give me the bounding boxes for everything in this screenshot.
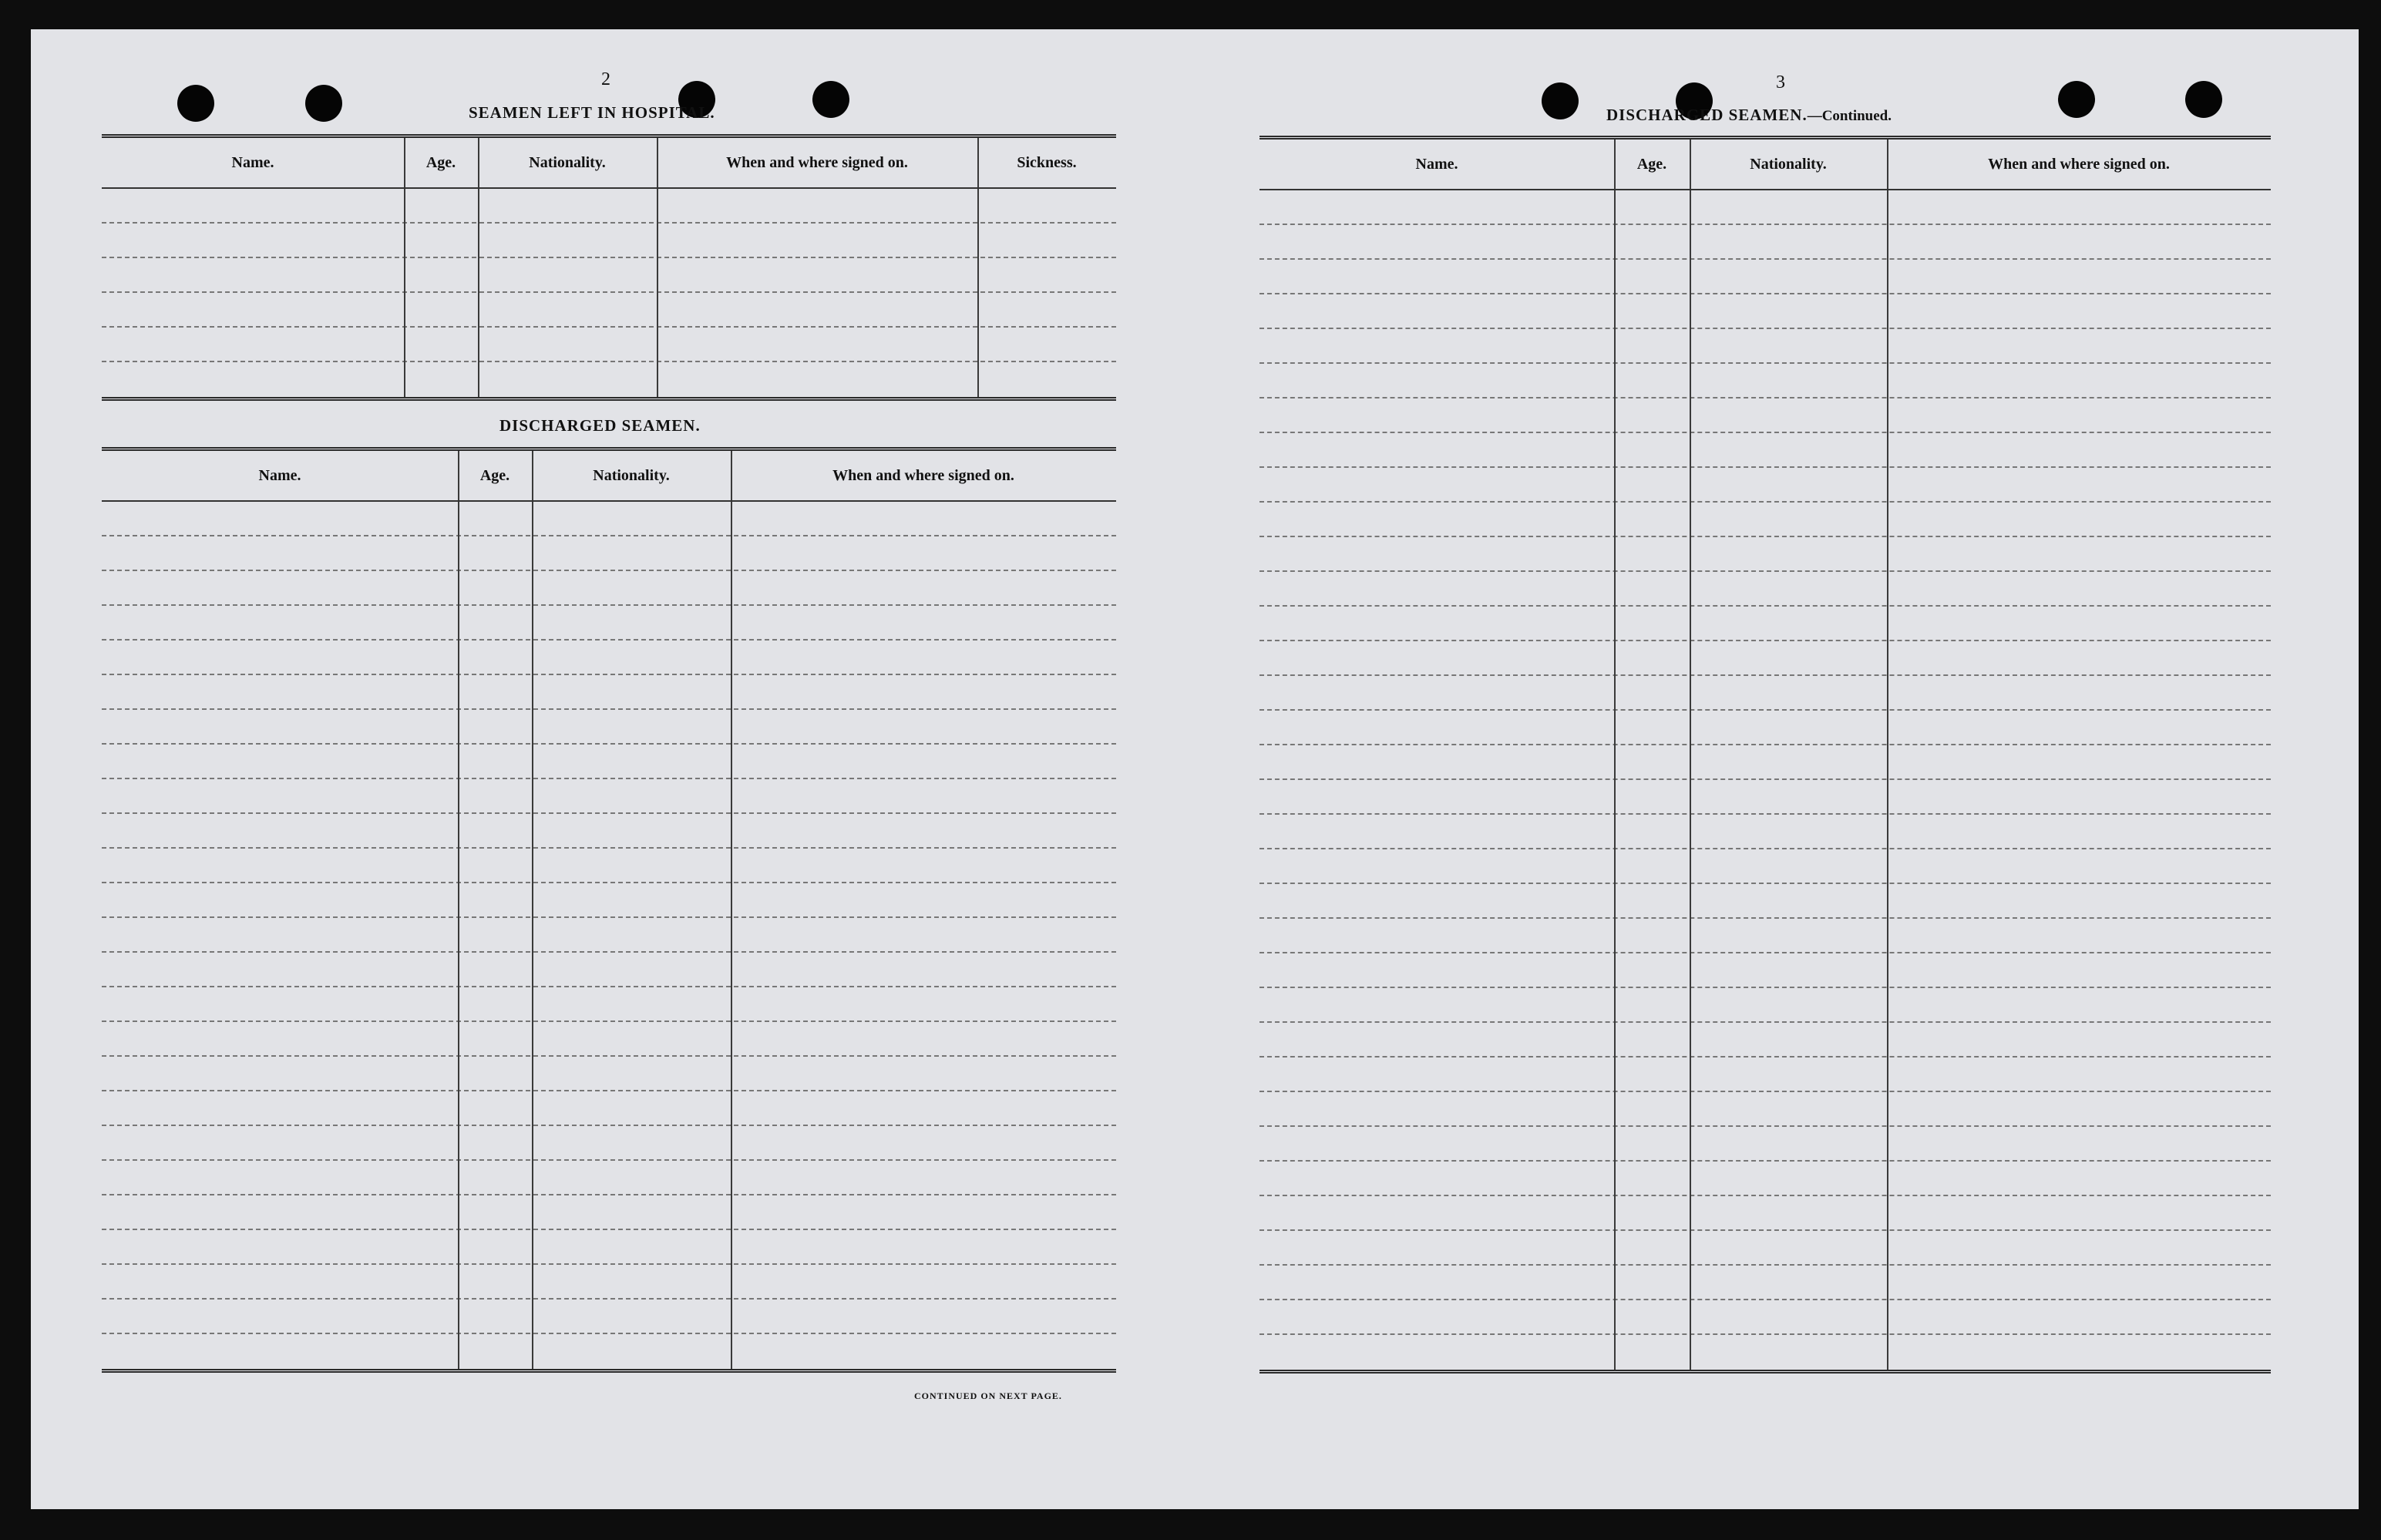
right-page-number: 3 [1776,72,1785,92]
table-row[interactable] [1259,641,2271,676]
table-row[interactable] [1259,1162,2271,1196]
punch-hole [812,81,849,118]
table-row[interactable] [102,258,1116,293]
document-page-spread [31,29,2359,1509]
table-row[interactable] [1259,711,2271,745]
table-row[interactable] [102,779,1116,814]
discharged-continued-table [1259,136,2271,1374]
table-row[interactable] [1259,433,2271,468]
table-row[interactable] [102,189,1116,224]
col-name: Name. [1415,155,1458,173]
continued-note: CONTINUED ON NEXT PAGE. [914,1390,1062,1401]
table-row[interactable] [102,814,1116,849]
table-row[interactable] [1259,1127,2271,1162]
table-row[interactable] [102,849,1116,883]
col-age: Age. [425,153,456,171]
table-row[interactable] [1259,398,2271,433]
table-row[interactable] [102,1334,1116,1369]
col-sickness: Sickness. [1017,153,1077,171]
table-row[interactable] [102,293,1116,328]
table-row[interactable] [1259,988,2271,1023]
table-row[interactable] [1259,468,2271,503]
table-row[interactable] [1259,572,2271,607]
table-row[interactable] [102,1195,1116,1230]
punch-hole [1542,82,1579,119]
right-section-title-suffix: —Continued. [1807,108,1892,124]
table-row[interactable] [1259,329,2271,364]
table-row[interactable] [1259,294,2271,329]
table-row[interactable] [1259,745,2271,780]
table-row[interactable] [1259,884,2271,919]
hospital-table-body [102,189,1116,401]
table-row[interactable] [1259,919,2271,953]
table-row[interactable] [1259,1092,2271,1127]
hospital-table-header [102,138,1116,189]
table-row[interactable] [102,641,1116,675]
hospital-section-title: SEAMEN LEFT IN HOSPITAL. [469,103,715,122]
punch-hole [305,85,342,122]
table-row[interactable] [102,606,1116,641]
table-row[interactable] [1259,503,2271,537]
table-row[interactable] [1259,190,2271,225]
table-row[interactable] [102,675,1116,710]
right-section-title-text: DISCHARGED SEAMEN. [1606,106,1808,124]
table-row[interactable] [102,1300,1116,1334]
table-row[interactable] [102,745,1116,779]
table-row[interactable] [102,1091,1116,1126]
col-signed-on: When and where signed on. [1988,155,2170,173]
table-row[interactable] [102,536,1116,571]
col-nationality: Nationality. [529,153,606,171]
table-row[interactable] [102,710,1116,745]
table-row[interactable] [102,1022,1116,1057]
table-row[interactable] [102,953,1116,987]
table-row[interactable] [1259,1300,2271,1335]
table-row[interactable] [1259,260,2271,294]
col-age: Age. [1636,155,1667,173]
table-row[interactable] [1259,1335,2271,1370]
table-row[interactable] [1259,1023,2271,1057]
discharged-table-body [102,502,1116,1373]
table-row[interactable] [102,1126,1116,1161]
table-row[interactable] [102,883,1116,918]
table-row[interactable] [1259,1196,2271,1231]
table-row[interactable] [102,502,1116,536]
punch-hole [177,85,214,122]
table-row[interactable] [102,571,1116,606]
punch-hole [2185,81,2222,118]
discharged-section-title: DISCHARGED SEAMEN. [499,416,701,435]
table-row[interactable] [1259,815,2271,849]
table-row[interactable] [1259,953,2271,988]
col-age: Age. [479,466,510,484]
left-page-number: 2 [601,69,610,89]
table-row[interactable] [102,362,1116,397]
table-row[interactable] [1259,607,2271,641]
punch-hole [2058,81,2095,118]
table-row[interactable] [1259,537,2271,572]
table-row[interactable] [1259,780,2271,815]
table-row[interactable] [1259,1231,2271,1266]
table-row[interactable] [1259,849,2271,884]
table-row[interactable] [102,918,1116,953]
discharged-table [102,447,1116,1373]
col-name: Name. [258,466,301,484]
hospital-table [102,134,1116,401]
col-name: Name. [231,153,274,171]
discharged-continued-body [1259,190,2271,1374]
right-section-title [1606,106,1892,125]
table-row[interactable] [1259,225,2271,260]
table-row[interactable] [1259,364,2271,398]
col-nationality: Nationality. [1750,155,1827,173]
discharged-table-header [102,451,1116,502]
table-row[interactable] [102,328,1116,362]
table-row[interactable] [102,1161,1116,1195]
col-signed-on: When and where signed on. [832,466,1014,484]
table-row[interactable] [102,1265,1116,1300]
table-row[interactable] [102,224,1116,258]
col-nationality: Nationality. [593,466,670,484]
discharged-continued-header [1259,140,2271,190]
col-signed-on: When and where signed on. [726,153,908,171]
table-row[interactable] [102,987,1116,1022]
table-row[interactable] [1259,1266,2271,1300]
table-row[interactable] [102,1057,1116,1091]
table-row[interactable] [102,1230,1116,1265]
table-row[interactable] [1259,676,2271,711]
table-row[interactable] [1259,1057,2271,1092]
